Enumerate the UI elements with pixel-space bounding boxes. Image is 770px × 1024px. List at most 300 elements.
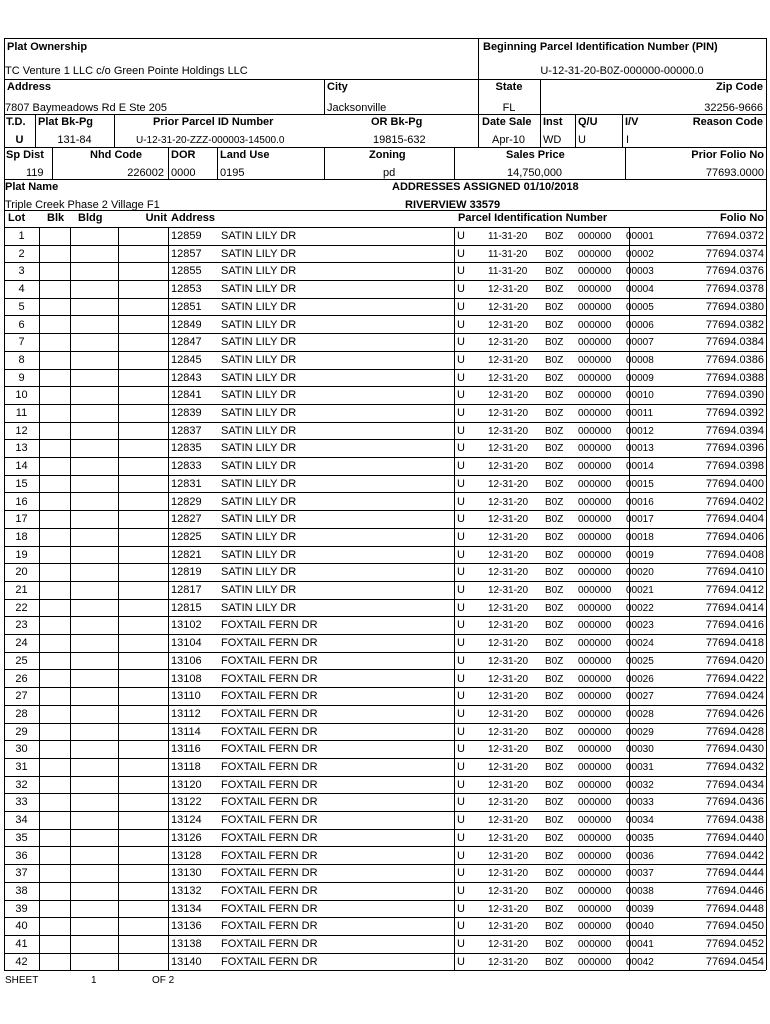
pin-subdivision-cell: B0Z — [545, 762, 564, 773]
table-row — [4, 829, 766, 847]
street-cell: FOXTAIL FERN DR — [221, 902, 318, 915]
pin-lot-cell: 00036 — [626, 850, 654, 862]
col-address: Address — [171, 212, 216, 224]
pin-section-cell: 12-31-20 — [488, 408, 529, 419]
pin-section-cell: 12-31-20 — [488, 673, 529, 685]
folio-cell: 77694.0426 — [705, 707, 764, 720]
pin-prefix-cell: U — [457, 743, 465, 756]
house-number-cell: 12837 — [171, 424, 202, 437]
pin-block-cell: 000000 — [578, 390, 612, 402]
pin-lot-cell: 00015 — [626, 478, 654, 490]
pin-prefix-cell: U — [457, 849, 465, 862]
date-sale-value: Apr-10 — [492, 134, 526, 146]
lot-cell: 17 — [15, 513, 28, 526]
nhd-code-label: Nhd Code — [90, 149, 142, 161]
house-number-cell: 13124 — [171, 814, 202, 827]
pin-section-cell: 12-31-20 — [488, 585, 529, 596]
house-number-cell: 12827 — [171, 513, 202, 526]
iv-value: I — [626, 134, 630, 146]
street-cell: FOXTAIL FERN DR — [221, 637, 318, 650]
inst-label: Inst — [543, 116, 563, 128]
pin-lot-cell: 00026 — [626, 673, 654, 685]
prior-parcel-value: U-12-31-20-ZZZ-000003-14500.0 — [136, 135, 285, 146]
pin-lot-cell: 00021 — [626, 585, 654, 596]
pin-block-cell: 000000 — [578, 425, 612, 437]
house-number-cell: 12825 — [171, 530, 202, 543]
pin-lot-cell: 00020 — [626, 567, 654, 579]
table-row — [4, 245, 766, 263]
table-row — [4, 917, 766, 935]
pin-subdivision-cell: B0Z — [545, 496, 564, 508]
pin-lot-cell: 00009 — [626, 372, 654, 384]
lot-cell: 32 — [15, 778, 28, 791]
pin-section-cell: 11-31-20 — [488, 266, 528, 278]
lot-cell: 40 — [15, 920, 28, 933]
rule — [766, 38, 767, 970]
land-use-value: 0195 — [220, 167, 245, 179]
house-number-cell: 12821 — [171, 548, 202, 561]
street-cell: SATIN LILY DR — [221, 283, 297, 296]
table-row — [4, 563, 766, 581]
street-cell: SATIN LILY DR — [221, 265, 297, 278]
street-cell: SATIN LILY DR — [221, 336, 297, 349]
pin-block-cell: 000000 — [578, 496, 612, 508]
pin-block-cell: 000000 — [578, 850, 612, 862]
table-row — [4, 616, 766, 634]
address-label: Address — [7, 81, 52, 93]
lot-cell: 29 — [15, 725, 28, 738]
pin-subdivision-cell: B0Z — [545, 425, 564, 437]
pin-section-cell: 12-31-20 — [488, 691, 529, 703]
rule — [4, 79, 766, 80]
folio-cell: 77694.0390 — [705, 389, 764, 402]
street-cell: FOXTAIL FERN DR — [221, 778, 318, 791]
folio-cell: 77694.0428 — [705, 725, 764, 738]
street-cell: FOXTAIL FERN DR — [221, 690, 318, 703]
house-number-cell: 13108 — [171, 672, 202, 685]
rule — [622, 114, 623, 147]
pin-lot-cell: 00040 — [626, 921, 654, 933]
or-bkpg-value: 19815-632 — [373, 134, 426, 146]
street-cell: SATIN LILY DR — [221, 407, 297, 419]
pin-prefix-cell: U — [457, 407, 465, 419]
house-number-cell: 13112 — [171, 707, 201, 720]
reason-code-label: Reason Code — [692, 116, 763, 128]
pin-lot-cell: 00003 — [626, 266, 654, 278]
pin-block-cell: 000000 — [578, 744, 612, 756]
city-label: City — [327, 81, 348, 93]
pin-lot-cell: 00010 — [626, 390, 654, 402]
house-number-cell: 12815 — [171, 601, 202, 614]
pin-lot-cell: 00027 — [626, 691, 654, 703]
owner-name: TC Venture 1 LLC c/o Green Pointe Holdings LLC — [5, 65, 248, 77]
lot-cell: 22 — [15, 601, 28, 614]
pin-subdivision-cell: B0Z — [545, 248, 564, 260]
pin-lot-cell: 00033 — [626, 797, 654, 809]
pin-prefix-cell: U — [457, 477, 465, 490]
street-cell: FOXTAIL FERN DR — [221, 955, 318, 968]
table-row — [4, 882, 766, 900]
pin-prefix-cell: U — [457, 920, 465, 933]
lot-cell: 25 — [15, 654, 28, 667]
rule — [575, 114, 576, 147]
table-row — [4, 953, 766, 971]
pin-prefix-cell: U — [457, 690, 465, 703]
prior-parcel-label: Prior Parcel ID Number — [153, 116, 274, 128]
pin-section-cell: 12-31-20 — [488, 956, 529, 968]
table-row — [4, 351, 766, 369]
pin-subdivision-cell: B0Z — [545, 231, 564, 242]
pin-prefix-cell: U — [457, 884, 465, 897]
pin-lot-cell: 00041 — [626, 939, 654, 950]
pin-subdivision-cell: B0Z — [545, 850, 564, 862]
house-number-cell: 13102 — [171, 619, 202, 632]
pin-block-cell: 000000 — [578, 726, 612, 738]
street-cell: SATIN LILY DR — [221, 477, 297, 490]
city-zip-line: RIVERVIEW 33579 — [405, 199, 501, 211]
table-row — [4, 439, 766, 457]
pin-prefix-cell: U — [457, 814, 465, 827]
folio-cell: 77694.0406 — [705, 530, 764, 543]
sp-dist-value: 119 — [26, 167, 44, 179]
lot-cell: 1 — [18, 230, 25, 242]
col-folio: Folio No — [720, 212, 764, 224]
street-cell: FOXTAIL FERN DR — [221, 743, 318, 756]
zip-value: 32256-9666 — [704, 102, 763, 114]
lot-cell: 3 — [18, 265, 25, 278]
house-number-cell: 12857 — [171, 247, 202, 260]
table-row — [4, 404, 766, 422]
pin-prefix-cell: U — [457, 247, 465, 260]
pin-subdivision-cell: B0Z — [545, 443, 564, 455]
pin-subdivision-cell: B0Z — [545, 903, 564, 915]
pin-section-cell: 12-31-20 — [488, 514, 529, 526]
lot-cell: 20 — [15, 566, 28, 579]
lot-cell: 11 — [15, 407, 28, 419]
house-number-cell: 13134 — [171, 902, 202, 915]
pin-prefix-cell: U — [457, 796, 465, 809]
table-row — [4, 546, 766, 564]
house-number-cell: 13136 — [171, 920, 202, 933]
street-cell: FOXTAIL FERN DR — [221, 867, 318, 880]
street-cell: SATIN LILY DR — [221, 353, 297, 366]
pin-subdivision-cell: B0Z — [545, 390, 564, 402]
folio-cell: 77694.0382 — [705, 318, 764, 331]
street-cell: SATIN LILY DR — [221, 318, 297, 331]
table-row — [4, 723, 766, 741]
plat-bkpg-value: 131-84 — [57, 134, 92, 146]
house-number-cell: 12829 — [171, 495, 202, 508]
folio-cell: 77694.0434 — [705, 778, 764, 791]
pin-section-cell: 12-31-20 — [488, 762, 529, 773]
rule — [540, 114, 541, 147]
folio-cell: 77694.0392 — [705, 407, 764, 419]
pin-subdivision-cell: B0Z — [545, 354, 564, 366]
street-cell: FOXTAIL FERN DR — [221, 814, 318, 827]
table-row — [4, 758, 766, 776]
rule — [540, 79, 541, 114]
pin-subdivision-cell: B0Z — [545, 779, 564, 791]
prior-folio-value: 77693.0000 — [705, 167, 764, 179]
pin-block-cell: 000000 — [578, 514, 612, 526]
pin-lot-cell: 00007 — [626, 337, 654, 349]
pin-section-cell: 11-31-20 — [488, 231, 528, 242]
lot-cell: 8 — [18, 353, 25, 366]
col-unit: Unit — [145, 212, 167, 224]
house-number-cell: 13132 — [171, 884, 202, 897]
city-value: Jacksonville — [327, 102, 387, 114]
pin-lot-cell: 00002 — [626, 248, 654, 260]
pin-subdivision-cell: B0Z — [545, 921, 564, 933]
plat-bkpg-label: Plat Bk-Pg — [38, 116, 94, 128]
pin-prefix-cell: U — [457, 530, 465, 543]
folio-cell: 77694.0420 — [705, 654, 764, 667]
lot-cell: 9 — [18, 371, 25, 384]
sp-dist-label: Sp Dist — [6, 149, 44, 161]
street-cell: SATIN LILY DR — [221, 371, 297, 384]
pin-lot-cell: 00023 — [626, 620, 654, 632]
pin-block-cell: 000000 — [578, 531, 612, 543]
house-number-cell: 13106 — [171, 654, 202, 667]
pin-prefix-cell: U — [457, 513, 465, 526]
pin-block-cell: 000000 — [578, 337, 612, 349]
pin-section-cell: 12-31-20 — [488, 921, 529, 933]
pin-prefix-cell: U — [457, 353, 465, 366]
pin-prefix-cell: U — [457, 938, 465, 950]
lot-cell: 10 — [15, 389, 28, 402]
pin-block-cell: 000000 — [578, 248, 612, 260]
pin-subdivision-cell: B0Z — [545, 885, 564, 897]
nhd-code-value: 226002 — [127, 167, 164, 179]
pin-lot-cell: 00011 — [626, 408, 654, 419]
pin-block-cell: 000000 — [578, 585, 612, 596]
lot-cell: 28 — [15, 707, 28, 720]
table-row — [4, 793, 766, 811]
pin-lot-cell: 00032 — [626, 779, 654, 791]
pin-label: Beginning Parcel Identification Number (PIN) — [483, 41, 718, 53]
pin-section-cell: 12-31-20 — [488, 478, 529, 490]
pin-section-cell: 12-31-20 — [488, 354, 529, 366]
pin-section-cell: 12-31-20 — [488, 319, 529, 331]
pin-subdivision-cell: B0Z — [545, 815, 564, 827]
table-row — [4, 652, 766, 670]
zoning-value: pd — [383, 167, 396, 179]
pin-lot-cell: 00031 — [626, 762, 654, 773]
house-number-cell: 13138 — [171, 938, 202, 950]
pin-section-cell: 12-31-20 — [488, 284, 529, 296]
house-number-cell: 12843 — [171, 371, 202, 384]
pin-subdivision-cell: B0Z — [545, 832, 564, 844]
pin-lot-cell: 00008 — [626, 354, 654, 366]
pin-lot-cell: 00004 — [626, 284, 654, 296]
folio-cell: 77694.0410 — [705, 566, 764, 579]
col-pin: Parcel Identification Number — [458, 212, 608, 224]
plat-name-label: Plat Name — [5, 181, 59, 193]
pin-section-cell: 12-31-20 — [488, 655, 529, 667]
folio-cell: 77694.0450 — [705, 920, 764, 933]
table-row — [4, 422, 766, 440]
pin-section-cell: 12-31-20 — [488, 903, 529, 915]
pin-subdivision-cell: B0Z — [545, 549, 564, 561]
pin-block-cell: 000000 — [578, 921, 612, 933]
pin-section-cell: 12-31-20 — [488, 425, 529, 437]
folio-cell: 77694.0400 — [705, 477, 764, 490]
lot-cell: 30 — [15, 743, 28, 756]
house-number-cell: 12845 — [171, 353, 202, 366]
pin-block-cell: 000000 — [578, 655, 612, 667]
pin-subdivision-cell: B0Z — [545, 266, 564, 278]
pin-block-cell: 000000 — [578, 868, 612, 880]
folio-cell: 77694.0424 — [705, 690, 764, 703]
pin-prefix-cell: U — [457, 707, 465, 720]
house-number-cell: 12835 — [171, 442, 202, 455]
street-cell: SATIN LILY DR — [221, 247, 297, 260]
table-row — [4, 687, 766, 705]
pin-prefix-cell: U — [457, 300, 465, 313]
rule — [52, 147, 53, 179]
pin-subdivision-cell: B0Z — [545, 514, 564, 526]
street-cell: FOXTAIL FERN DR — [221, 619, 318, 632]
pin-subdivision-cell: B0Z — [545, 602, 564, 614]
house-number-cell: 13122 — [171, 796, 202, 809]
house-number-cell: 12833 — [171, 460, 202, 473]
table-row — [4, 776, 766, 794]
pin-subdivision-cell: B0Z — [545, 319, 564, 331]
rule — [478, 114, 479, 147]
street-cell: SATIN LILY DR — [221, 601, 297, 614]
table-row — [4, 581, 766, 599]
pin-section-cell: 12-31-20 — [488, 832, 529, 844]
date-sale-label: Date Sale — [482, 116, 532, 128]
table-row — [4, 369, 766, 387]
street-cell: SATIN LILY DR — [221, 530, 297, 543]
house-number-cell: 13114 — [171, 725, 201, 738]
street-cell: SATIN LILY DR — [221, 230, 297, 242]
pin-prefix-cell: U — [457, 442, 465, 455]
house-number-cell: 13116 — [171, 743, 201, 756]
pin-lot-cell: 00029 — [626, 726, 654, 738]
pin-prefix-cell: U — [457, 761, 465, 773]
rule — [324, 147, 325, 179]
table-row — [4, 900, 766, 918]
pin-lot-cell: 00034 — [626, 815, 654, 827]
qu-label: Q/U — [578, 116, 598, 128]
house-number-cell: 13130 — [171, 867, 202, 880]
street-cell: FOXTAIL FERN DR — [221, 920, 318, 933]
row-rule — [4, 970, 766, 971]
pin-prefix-cell: U — [457, 230, 465, 242]
pin-subdivision-cell: B0Z — [545, 408, 564, 419]
house-number-cell: 12817 — [171, 584, 202, 596]
pin-block-cell: 000000 — [578, 673, 612, 685]
table-row — [4, 493, 766, 511]
pin-section-cell: 12-31-20 — [488, 443, 529, 455]
pin-prefix-cell: U — [457, 672, 465, 685]
street-cell: FOXTAIL FERN DR — [221, 761, 318, 773]
folio-cell: 77694.0438 — [705, 814, 764, 827]
dor-value: 0000 — [171, 167, 196, 179]
street-cell: SATIN LILY DR — [221, 566, 297, 579]
pin-subdivision-cell: B0Z — [545, 744, 564, 756]
table-row — [4, 333, 766, 351]
lot-cell: 16 — [15, 495, 28, 508]
pin-prefix-cell: U — [457, 566, 465, 579]
pin-section-cell: 12-31-20 — [488, 744, 529, 756]
table-row — [4, 316, 766, 334]
street-cell: FOXTAIL FERN DR — [221, 725, 318, 738]
lot-cell: 15 — [15, 477, 28, 490]
lot-cell: 6 — [18, 318, 25, 331]
lot-cell: 39 — [15, 902, 28, 915]
pin-section-cell: 12-31-20 — [488, 638, 529, 650]
house-number-cell: 13110 — [171, 690, 201, 703]
lot-cell: 7 — [18, 336, 25, 349]
street-cell: SATIN LILY DR — [221, 548, 297, 561]
pin-section-cell: 12-31-20 — [488, 726, 529, 738]
sales-price-value: 14,750,000 — [507, 167, 563, 179]
pin-prefix-cell: U — [457, 619, 465, 632]
pin-lot-cell: 00006 — [626, 319, 654, 331]
pin-subdivision-cell: B0Z — [545, 673, 564, 685]
pin-prefix-cell: U — [457, 867, 465, 880]
table-row — [4, 847, 766, 865]
pin-subdivision-cell: B0Z — [545, 638, 564, 650]
col-blk: Blk — [47, 212, 65, 224]
sales-price-label: Sales Price — [506, 149, 565, 161]
folio-cell: 77694.0412 — [705, 584, 764, 596]
table-row — [4, 811, 766, 829]
pin-lot-cell: 00014 — [626, 461, 654, 473]
pin-lot-cell: 00035 — [626, 832, 654, 844]
pin-section-cell: 12-31-20 — [488, 602, 529, 614]
folio-cell: 77694.0384 — [705, 336, 764, 349]
house-number-cell: 13120 — [171, 778, 202, 791]
pin-block-cell: 000000 — [578, 284, 612, 296]
pin-subdivision-cell: B0Z — [545, 585, 564, 596]
rule — [4, 147, 766, 148]
qu-value: U — [578, 134, 586, 146]
pin-section-cell: 12-31-20 — [488, 337, 529, 349]
pin-prefix-cell: U — [457, 637, 465, 650]
pin-lot-cell: 00042 — [626, 956, 654, 968]
house-number-cell: 12819 — [171, 566, 202, 579]
pin-section-cell: 12-31-20 — [488, 567, 529, 579]
pin-prefix-cell: U — [457, 601, 465, 614]
pin-subdivision-cell: B0Z — [545, 956, 564, 968]
street-cell: FOXTAIL FERN DR — [221, 796, 318, 809]
pin-block-cell: 000000 — [578, 638, 612, 650]
lot-cell: 42 — [15, 955, 28, 968]
pin-block-cell: 000000 — [578, 832, 612, 844]
or-bkpg-label: OR Bk-Pg — [371, 116, 423, 128]
pin-block-cell: 000000 — [578, 319, 612, 331]
street-cell: FOXTAIL FERN DR — [221, 707, 318, 720]
pin-prefix-cell: U — [457, 265, 465, 278]
pin-section-cell: 12-31-20 — [488, 868, 529, 880]
table-row — [4, 634, 766, 652]
rule — [324, 79, 325, 114]
folio-cell: 77694.0386 — [705, 353, 764, 366]
folio-cell: 77694.0378 — [705, 283, 764, 296]
house-number-cell: 12853 — [171, 283, 202, 296]
folio-cell: 77694.0398 — [705, 460, 764, 473]
folio-cell: 77694.0436 — [705, 796, 764, 809]
house-number-cell: 12847 — [171, 336, 202, 349]
pin-prefix-cell: U — [457, 654, 465, 667]
zip-label: Zip Code — [715, 81, 763, 93]
folio-cell: 77694.0430 — [705, 743, 764, 756]
pin-subdivision-cell: B0Z — [545, 939, 564, 950]
